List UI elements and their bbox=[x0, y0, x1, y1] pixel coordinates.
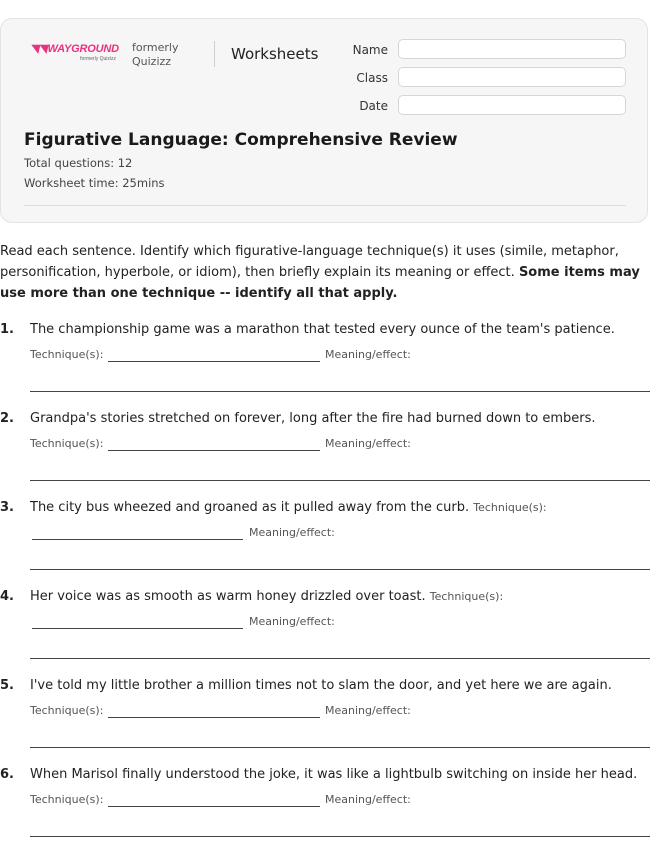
worksheet-title: Figurative Language: Comprehensive Review bbox=[24, 130, 458, 150]
logo-subtext: formerly Quizizz bbox=[80, 56, 116, 62]
logo-text: WAYGROUND bbox=[47, 43, 119, 55]
question-number: 5. bbox=[0, 678, 14, 693]
date-field[interactable] bbox=[398, 95, 626, 115]
question-number: 1. bbox=[0, 322, 14, 337]
instructions bbox=[0, 241, 650, 304]
meaning-answer-line[interactable] bbox=[30, 836, 650, 837]
question-text-content: The city bus wheezed and groaned as it pulled away from the curb. bbox=[30, 500, 470, 515]
question-text: Grandpa's stories stretched on forever, long after the fire had burned down to embers. bbox=[30, 411, 596, 426]
question-number: 3. bbox=[0, 500, 14, 515]
technique-blank[interactable] bbox=[32, 539, 243, 540]
question-text bbox=[30, 589, 503, 604]
technique-blank[interactable] bbox=[108, 717, 320, 718]
question-text-content: Her voice was as smooth as warm honey drizzled over toast. bbox=[30, 589, 426, 604]
class-field[interactable] bbox=[398, 67, 626, 87]
meaning-label: Meaning/effect: bbox=[249, 615, 335, 628]
question-text: I've told my little brother a million times not to slam the door, and yet here we are again. bbox=[30, 678, 612, 693]
header-rule bbox=[24, 205, 626, 206]
class-label: Class bbox=[356, 71, 388, 85]
meaning-answer-line[interactable] bbox=[30, 747, 650, 748]
worksheet-header-card bbox=[0, 18, 648, 223]
logo-mark-icon: ◥◥ bbox=[30, 43, 47, 55]
technique-label: Technique(s): bbox=[30, 704, 104, 717]
meaning-label: Meaning/effect: bbox=[325, 793, 411, 806]
total-questions: Total questions: 12 bbox=[24, 156, 133, 170]
question-text: The championship game was a marathon that tested every ounce of the team's patience. bbox=[30, 322, 615, 337]
technique-label: Technique(s): bbox=[473, 501, 547, 514]
meaning-answer-line[interactable] bbox=[30, 569, 650, 570]
instructions-text: Read each sentence. Identify which figurative-language technique(s) it uses (simile, metaphor, personification, hyperbole, or idiom), then briefly explain its meaning or effect. bbox=[0, 244, 619, 280]
technique-blank[interactable] bbox=[32, 628, 243, 629]
technique-label: Technique(s): bbox=[30, 348, 104, 361]
meaning-label: Meaning/effect: bbox=[325, 348, 411, 361]
question-number: 2. bbox=[0, 411, 14, 426]
question-number: 4. bbox=[0, 589, 14, 604]
technique-blank[interactable] bbox=[108, 361, 320, 362]
technique-label: Technique(s): bbox=[30, 793, 104, 806]
meaning-label: Meaning/effect: bbox=[325, 437, 411, 450]
header-divider bbox=[214, 41, 215, 67]
technique-blank[interactable] bbox=[108, 806, 320, 807]
worksheet-time: Worksheet time: 25mins bbox=[24, 176, 165, 190]
meaning-label: Meaning/effect: bbox=[249, 526, 335, 539]
date-label: Date bbox=[359, 99, 388, 113]
meaning-label: Meaning/effect: bbox=[325, 704, 411, 717]
meaning-answer-line[interactable] bbox=[30, 658, 650, 659]
instructions-bold-text: Some items may use more than one technique -- identify all that apply. bbox=[0, 265, 640, 301]
question-text: When Marisol finally understood the joke, it was like a lightbulb switching on inside her head. bbox=[30, 767, 638, 782]
meaning-answer-line[interactable] bbox=[30, 391, 650, 392]
technique-label: Technique(s): bbox=[429, 590, 504, 603]
technique-blank[interactable] bbox=[108, 450, 320, 451]
wayground-logo bbox=[30, 42, 120, 62]
worksheets-label: Worksheets bbox=[231, 45, 319, 63]
name-field[interactable] bbox=[398, 39, 626, 59]
question-number: 6. bbox=[0, 767, 14, 782]
meaning-answer-line[interactable] bbox=[30, 480, 650, 481]
question-text bbox=[30, 500, 547, 515]
name-label: Name bbox=[352, 43, 388, 57]
technique-label: Technique(s): bbox=[30, 437, 104, 450]
formerly-quizizz-text: formerly Quizizz bbox=[132, 41, 179, 68]
